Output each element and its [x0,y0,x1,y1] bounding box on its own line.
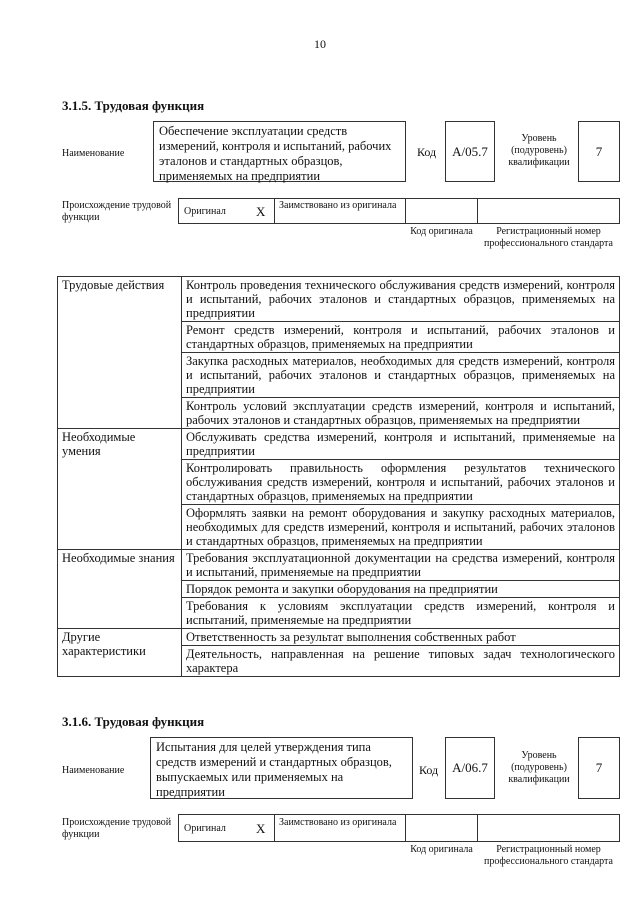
reg-number-box [477,198,620,224]
table-cell: Контроль условий эксплуатации средств измерений, контроля и испытаний, рабочих эталонов и стандартных образцов, применяемых на предприятии [182,398,620,429]
code-original-box [405,814,478,842]
reg-number-box [477,814,620,842]
table-cell: Ответственность за результат выполнения собственных работ [182,629,620,646]
table-cell: Оформлять заявки на ремонт оборудования и закупку расходных материалов, необходимых для средств измерений, контроля и испытаний, рабочих эталонов и стандартных образцов, применяемых на предприятии [182,505,620,550]
name-label: Наименование [62,765,125,776]
table-row [58,429,620,460]
table-cell: Контролировать правильность оформления результатов технического обслуживания средств измерений, контроля и испытаний, рабочих эталонов и стандартных образцов, применяемых на предприятии [182,460,620,505]
group-label: Другие характеристики [58,629,182,677]
original-label: Оригинал [184,823,226,834]
table-row [58,550,620,581]
level-value: 7 [595,760,603,775]
code-value: A/05.7 [452,143,488,159]
functions-table [57,276,620,677]
table-cell: Ремонт средств измерений, контроля и испытаний, рабочих эталонов и стандартных образцов, применяемых на предприятии [182,322,620,353]
level-label: Уровень (подуровень) квалификации [508,133,570,168]
level-value-box [578,121,620,182]
function-name-box [150,737,413,799]
original-box [178,814,275,842]
origin-label: Происхождение трудовой функции [62,817,172,840]
table-cell: Требования к условиям эксплуатации средств измерений, контроля и испытаний, применяемые на предприятии [182,598,620,629]
group-label: Трудовые действия [58,277,182,429]
code-original-caption: Код оригинала [410,844,473,855]
function-name: Обеспечение эксплуатации средств измерений, контроля и испытаний, рабочих эталонов и стандартных образцов, применяемых на предприятии [159,124,392,183]
table-cell: Закупка расходных материалов, необходимых для средств измерений, контроля и испытаний, рабочих эталонов и стандартных образцов, применяемых на предприятии [182,353,620,398]
function-name-box [153,121,406,182]
table-cell: Требования эксплуатационной документации на средства измерений, контроля и испытаний, применяемые на предприятии [182,550,620,581]
original-mark: X [256,204,266,219]
code-value-box [445,121,495,182]
level-value: 7 [595,143,603,159]
origin-label: Происхождение трудовой функции [62,200,172,223]
reg-number-caption: Регистрационный номер профессионального стандарта [484,226,613,249]
group-label: Необходимые знания [58,550,182,629]
table-row [58,629,620,646]
borrowed-label: Заимствовано из оригинала [279,200,397,211]
original-box [178,198,275,224]
section-title: 3.1.6. Трудовая функция [62,714,205,729]
table-cell: Обслуживать средства измерений, контроля и испытаний, применяемые на предприятии [182,429,620,460]
level-label: Уровень (подуровень) квалификации [508,750,570,785]
function-name: Испытания для целей утверждения типа средств измерений и стандартных образцов, выпускаемых или применяемых на предприятии [156,740,392,799]
borrowed-box [274,198,406,224]
code-label: Код [417,145,437,159]
level-value-box [578,737,620,799]
code-original-box [405,198,478,224]
code-original-caption: Код оригинала [410,226,473,237]
table-cell: Деятельность, направленная на решение типовых задач технологического характера [182,646,620,677]
page-number: 10 [314,37,326,51]
group-label: Необходимые умения [58,429,182,550]
code-label: Код [419,763,439,777]
table-row [58,277,620,322]
table-cell: Контроль проведения технического обслуживания средств измерений, контроля и испытаний, рабочих эталонов и стандартных образцов, применяемых на предприятии [182,277,620,322]
section-title: 3.1.5. Трудовая функция [62,98,205,113]
code-value-box [445,737,495,799]
code-value: A/06.7 [452,760,488,775]
reg-number-caption: Регистрационный номер профессионального стандарта [484,844,613,867]
table-cell: Порядок ремонта и закупки оборудования на предприятии [182,581,620,598]
name-label: Наименование [62,148,125,159]
original-mark: X [256,821,266,836]
borrowed-label: Заимствовано из оригинала [279,817,397,828]
original-label: Оригинал [184,206,226,217]
borrowed-box [274,814,406,842]
